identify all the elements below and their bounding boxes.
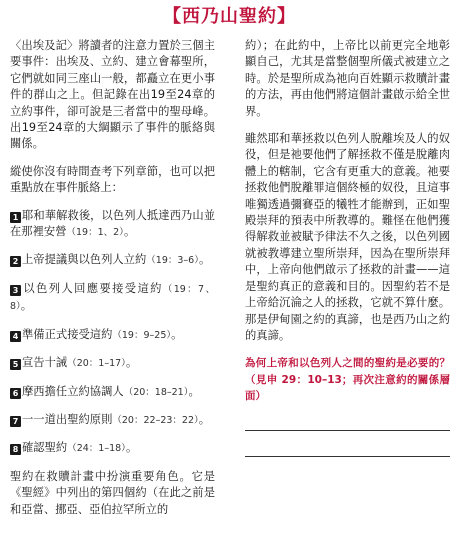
study-question: 為何上帝和以色列人之間的聖約是必要的？（見申 29：10–13；再次注意約的關係層面）	[245, 357, 450, 403]
item-text: 確認聖約	[22, 441, 68, 455]
item-text: 上帝提議與以色列人立約	[22, 253, 147, 267]
answer-line	[245, 405, 450, 431]
item-end-punct: 。	[188, 384, 200, 398]
left-column	[10, 38, 215, 518]
item-number-badge: 2	[10, 256, 21, 267]
outline-item	[10, 327, 215, 344]
item-number-badge: 5	[10, 359, 21, 370]
item-end-punct: 。	[125, 441, 138, 455]
page-title: 【西乃山聖約】	[163, 6, 296, 27]
item-text: 宣告十誡	[22, 356, 68, 370]
outline-item	[10, 384, 215, 401]
closing-paragraph: 聖約在救贖計畫中扮演重要角色。它是《聖經》中列出的第四個約（在此之前是和亞當、挪亞、亞伯拉罕所立的	[10, 469, 215, 516]
scripture-reference: （19：3–6）	[146, 255, 199, 267]
continuation-paragraph: 約）；在此約中，上帝比以前更完全地彰顯自己，尤其是當整個聖所儀式被建立之時。於是聖所成為祂向百姓顯示救贖計畫的方法，再由他們將這個計畫啟示給全世界。	[245, 39, 450, 118]
item-text: 以色列人回應要接受這約	[22, 281, 163, 295]
item-end-punct: 。	[198, 412, 211, 426]
scripture-reference: （20：1–17）	[67, 358, 126, 370]
item-text: 摩西擔任立約協調人	[22, 384, 124, 398]
item-text: 一一道出聖約原則	[22, 412, 113, 426]
body-paragraph: 雖然耶和華拯救以色列人脫離埃及人的奴役，但是祂要他們了解拯救不僅是脫離肉體上的轄制，它含有更重大的意義。祂要拯救他們脫離罪這個終極的奴役，且這事唯獨透過彌賽亞的犧牲才能辦到，正如聖殿崇拜的預表中所教導的。難怪在他們獲得解救並被賦予律法不久之後，以色列國就被教導建立聖所崇拜，因為在聖所崇拜中，上帝向他們啟示了拯救的計畫——這是聖約真正的意義和目的。因聖約若不是上帝給沉淪之人的拯救，它就不算什麼。那是伊甸園之約的真諦，也是西乃山之約的真諦。	[245, 132, 450, 342]
intro-paragraph: 〈出埃及記〉將讀者的注意力置於三個主要事件：出埃及、立約、建立會幕聖所，它們就如同三座山一般，都矗立在更小事件的群山之上。但記錄在出19至24章的立約事件，卻可說是三者當中的聖母峰。出19至24章的大綱顯示了事件的脈絡與關係。	[10, 39, 215, 151]
item-text: 準備正式接受這約	[22, 327, 113, 341]
item-end-punct: 。	[20, 299, 33, 313]
item-number-badge: 6	[10, 388, 21, 399]
scripture-reference: （24：1–18）	[67, 443, 126, 455]
scripture-reference: （20：22–23：22）	[112, 414, 199, 426]
item-number-badge: 4	[10, 331, 21, 342]
event-outline-list	[10, 208, 215, 469]
outline-prompt: 縱使你沒有時間查考下列章節，也可以把重點放在事件脈絡上：	[10, 164, 215, 195]
item-end-punct: 。	[198, 253, 211, 267]
outline-item	[10, 252, 215, 269]
item-end-punct: 。	[123, 225, 136, 239]
outline-item	[10, 440, 215, 457]
outline-item	[10, 412, 215, 429]
scripture-reference: （19：1、2）	[66, 227, 124, 239]
item-number-badge: 1	[10, 212, 21, 223]
item-text: 耶和華解救後，以色列人抵達西乃山並在那裡安營	[10, 208, 215, 239]
scripture-reference: （19：9–25）	[112, 329, 172, 341]
outline-item	[10, 208, 215, 242]
item-number-badge: 7	[10, 416, 21, 427]
item-number-badge: 8	[10, 444, 21, 455]
scripture-reference: （20：18–21）	[123, 386, 189, 398]
scripture-reference: （19：7、8）	[10, 283, 215, 313]
outline-item	[10, 281, 215, 316]
right-column	[245, 38, 450, 457]
item-end-punct: 。	[171, 327, 183, 341]
answer-lines	[245, 405, 450, 457]
answer-line	[245, 431, 450, 457]
outline-item	[10, 355, 215, 372]
item-number-badge: 3	[10, 285, 21, 296]
item-end-punct: 。	[125, 356, 138, 370]
